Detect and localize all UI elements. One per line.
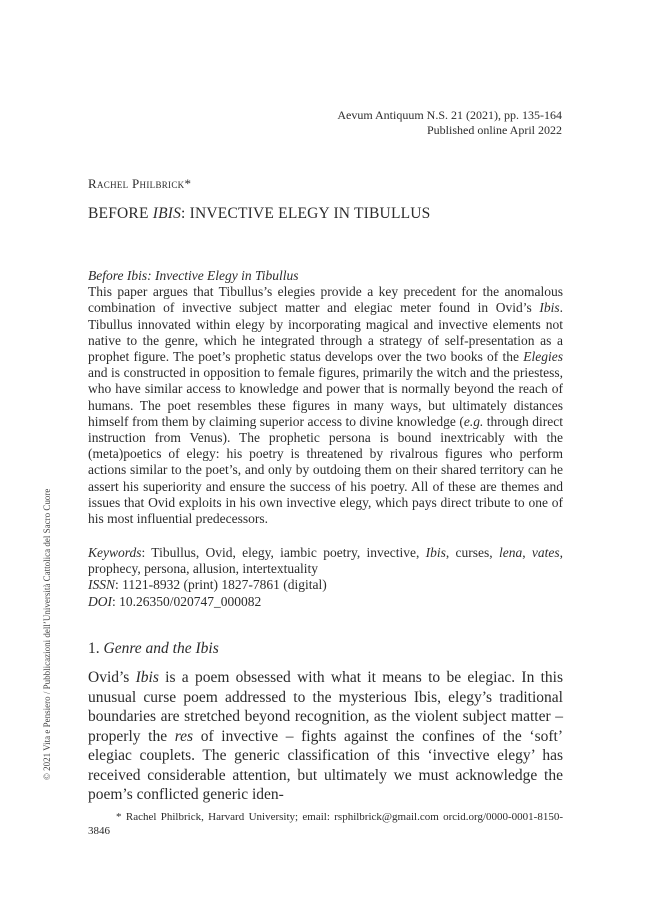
body-text-run: of invective – fights against the confines of the ‘soft’ elegiac couplets. The generic classification of this ‘invective elegy’ has received considerable attention, but ultimately we must acknowledge the poem’s conflicted generic iden- (88, 727, 563, 803)
keywords-text: : Tibullus, Ovid, elegy, iambic poetry, invective, (141, 545, 426, 560)
keywords-italic: Ibis (425, 545, 446, 560)
section-title: Genre and the Ibis (103, 640, 219, 657)
keywords-label: Keywords (88, 545, 142, 560)
doi-line (88, 594, 563, 610)
abstract-text-run: and is constructed in opposition to female figures, primarily the witch and the priestess, who have similar access to knowledge and power that is normally beyond the reach of humans. The poet resembles these figures in many ways, but ultimately distances himself from them by claiming superior access to divine knowledge ( (88, 365, 563, 429)
body-paragraph (88, 668, 563, 805)
abstract-text-run: through direct instruction from Venus). The prophetic persona is bound inextricably with the (meta)poetics of elegy: his poetry is threatened by rivalrous figures who perform actions similar to the poet’s, and only by outdoing them on their shared territory can he assert his superiority and ensure the success of his poetry. All of these are themes and issues that Ovid exploits in his own invective elegy, which pays direct tribute to one of his most influential predecessors. (88, 413, 563, 527)
keywords-text: , (522, 545, 532, 560)
paper-title (88, 205, 431, 223)
abstract-text-run: . Tibullus innovated within elegy by incorporating magical and invective elements not native to the genre, which he integrated through a strategy of self-presentation as a prophet figure. The poet’s prophetic status develops over the two books of the (88, 300, 563, 365)
body-italic: res (174, 727, 194, 745)
issn-line (88, 577, 563, 593)
keywords-block (88, 545, 563, 610)
title-italic: IBIS (152, 205, 182, 222)
issn-label: ISSN (88, 577, 115, 593)
body-text-run: is a poem obsessed with what it means to be elegiac. In this unusual curse poem addressed to the mysterious Ibis, elegy’s traditional boundaries are stretched beyond recognition, as the violent subject matter – properly the (88, 669, 563, 745)
title-part: : INVECTIVE ELEGY IN TIBULLUS (181, 205, 431, 222)
abstract-italic: Ibis (539, 300, 560, 316)
author-footnote: * Rachel Philbrick, Harvard University; email: rsphilbrick@gmail.com orcid.org/0000-0001-8150-3846 (88, 811, 563, 837)
section-number: 1. (88, 640, 104, 657)
abstract-text (88, 284, 563, 527)
body-text-run: Ovid’s (88, 669, 136, 686)
keywords-italic: lena (498, 545, 523, 560)
author-name: Rachel Philbrick* (88, 176, 192, 191)
copyright-sidebar: © 2021 Vita e Pensiero / Pubblicazioni dell’Università Cattolica del Sacro Cuore (42, 488, 52, 780)
abstract-heading: Before Ibis: Invective Elegy in Tibullus (88, 268, 299, 283)
abstract-italic: Elegies (523, 349, 563, 365)
journal-citation: Aevum Antiquum N.S. 21 (2021), pp. 135-164 (337, 108, 562, 122)
issn-value: : 1121-8932 (print) 1827-7861 (digital) (115, 577, 327, 593)
journal-header (337, 108, 562, 138)
doi-value: : 10.26350/020747_000082 (112, 593, 262, 609)
section-heading (88, 640, 219, 658)
abstract-italic: e.g. (463, 413, 484, 429)
keywords-italic: vates (531, 545, 560, 560)
keywords-text: , curses, (445, 545, 499, 560)
abstract (88, 268, 563, 527)
keywords-line (88, 545, 563, 577)
abstract-text-run: This paper argues that Tibullus’s elegies provide a key precedent for the anomalous combination of invective subject matter and elegiac meter found in Ovid’s (88, 284, 563, 316)
body-italic: Ibis (135, 669, 159, 686)
keywords-text: , prophecy, persona, allusion, intertextuality (88, 545, 564, 577)
doi-label: DOI (88, 593, 112, 609)
publication-date: Published online April 2022 (427, 123, 562, 137)
title-part: BEFORE (88, 205, 153, 222)
